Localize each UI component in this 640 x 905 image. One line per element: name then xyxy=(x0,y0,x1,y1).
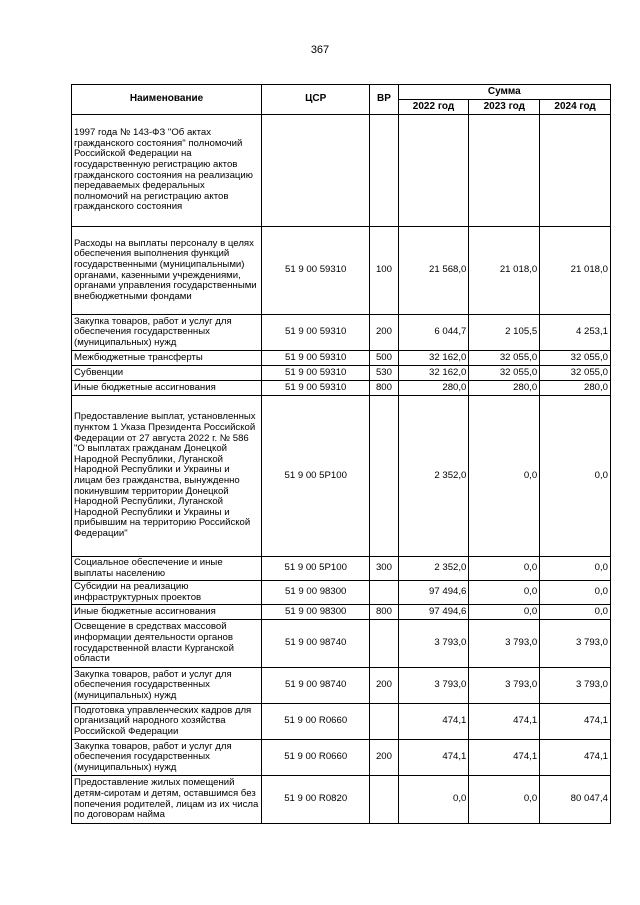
header-csr: ЦСР xyxy=(262,85,370,115)
row-2023: 280,0 xyxy=(469,381,540,396)
row-name: Предоставление жилых помещений детям-сиротам и детям, оставшимся без попечения родителей, лицам из их числа по договорам найма xyxy=(72,776,262,824)
row-name: Подготовка управленческих кадров для организаций народного хозяйства Российской Федерации xyxy=(72,704,262,740)
row-name: Иные бюджетные ассигнования xyxy=(72,381,262,396)
row-2023: 0,0 xyxy=(469,776,540,824)
row-csr: 51 9 00 59310 xyxy=(262,227,370,315)
row-csr: 51 9 00 R0820 xyxy=(262,776,370,824)
row-2024: 0,0 xyxy=(540,557,611,581)
row-2023: 32 055,0 xyxy=(469,366,540,381)
row-vr xyxy=(370,704,398,740)
table-body xyxy=(72,115,611,824)
row-csr: 51 9 00 98300 xyxy=(262,605,370,620)
table-row xyxy=(72,315,611,351)
budget-table xyxy=(71,84,611,824)
row-2022: 32 162,0 xyxy=(398,366,469,381)
row-csr: 51 9 00 98300 xyxy=(262,581,370,605)
row-2023: 32 055,0 xyxy=(469,351,540,366)
row-vr: 200 xyxy=(370,740,398,776)
row-vr: 200 xyxy=(370,668,398,704)
row-2023: 0,0 xyxy=(469,396,540,557)
table-row xyxy=(72,668,611,704)
table-row xyxy=(72,115,611,227)
row-csr: 51 9 00 59310 xyxy=(262,366,370,381)
header-sum: Сумма xyxy=(398,85,610,100)
row-csr: 51 9 00 R0660 xyxy=(262,740,370,776)
row-2024: 474,1 xyxy=(540,740,611,776)
row-csr: 51 9 00 5P100 xyxy=(262,557,370,581)
row-2022: 474,1 xyxy=(398,704,469,740)
row-2023: 0,0 xyxy=(469,605,540,620)
row-2024: 32 055,0 xyxy=(540,351,611,366)
row-vr: 530 xyxy=(370,366,398,381)
table-row xyxy=(72,581,611,605)
row-csr: 51 9 00 59310 xyxy=(262,315,370,351)
row-2022 xyxy=(398,115,469,227)
row-2024: 0,0 xyxy=(540,581,611,605)
row-vr xyxy=(370,396,398,557)
page-number: 367 xyxy=(310,44,330,56)
row-vr: 200 xyxy=(370,315,398,351)
row-name: Межбюджетные трансферты xyxy=(72,351,262,366)
row-2024: 3 793,0 xyxy=(540,620,611,668)
row-csr: 51 9 00 5P100 xyxy=(262,396,370,557)
row-vr: 800 xyxy=(370,381,398,396)
row-2022: 32 162,0 xyxy=(398,351,469,366)
row-2022: 2 352,0 xyxy=(398,396,469,557)
header-2023: 2023 год xyxy=(469,100,540,115)
row-name: Освещение в средствах массовой информации деятельности органов государственной власти Курганской области xyxy=(72,620,262,668)
row-2024 xyxy=(540,115,611,227)
row-2023 xyxy=(469,115,540,227)
table-row xyxy=(72,381,611,396)
row-2022: 97 494,6 xyxy=(398,605,469,620)
row-csr: 51 9 00 59310 xyxy=(262,381,370,396)
table-row xyxy=(72,557,611,581)
row-2022: 97 494,6 xyxy=(398,581,469,605)
row-name: Предоставление выплат, установленных пунктом 1 Указа Президента Российской Федерации от 27 августа 2022 г. № 586 "О выплатах гражданам Донецкой Народной Республики, Луганской Народной Республики и Украины и лицам без гражданства, вынужденно покинувшим территории Донецкой Народной Республики, Луганской Народной Республики и Украины и прибывшим на территорию Российской Федерации" xyxy=(72,396,262,557)
row-name: Социальное обеспечение и иные выплаты населению xyxy=(72,557,262,581)
row-2022: 2 352,0 xyxy=(398,557,469,581)
row-2023: 0,0 xyxy=(469,581,540,605)
row-2022: 3 793,0 xyxy=(398,668,469,704)
row-name: Закупка товаров, работ и услуг для обеспечения государственных (муниципальных) нужд xyxy=(72,315,262,351)
row-csr: 51 9 00 R0660 xyxy=(262,704,370,740)
row-csr: 51 9 00 98740 xyxy=(262,620,370,668)
row-vr: 500 xyxy=(370,351,398,366)
row-2023: 0,0 xyxy=(469,557,540,581)
table-row xyxy=(72,396,611,557)
table-row xyxy=(72,776,611,824)
header-2024: 2024 год xyxy=(540,100,611,115)
table-row xyxy=(72,366,611,381)
row-vr xyxy=(370,620,398,668)
row-2023: 2 105,5 xyxy=(469,315,540,351)
row-2024: 3 793,0 xyxy=(540,668,611,704)
row-2022: 21 568,0 xyxy=(398,227,469,315)
row-name: Расходы на выплаты персоналу в целях обеспечения выполнения функций государственными (муниципальными) органами, казенными учреждениями, органами управления государственными внебюджетными фондами xyxy=(72,227,262,315)
row-vr: 800 xyxy=(370,605,398,620)
row-2023: 3 793,0 xyxy=(469,668,540,704)
row-name: Субвенции xyxy=(72,366,262,381)
table-row xyxy=(72,620,611,668)
row-2023: 3 793,0 xyxy=(469,620,540,668)
row-2024: 474,1 xyxy=(540,704,611,740)
table-row xyxy=(72,227,611,315)
row-name: 1997 года № 143-ФЗ "Об актах гражданского состояния" полномочий Российской Федерации на государственную регистрацию актов гражданского состояния на реализацию передаваемых федеральных полномочий на регистрацию актов гражданского состояния xyxy=(72,115,262,227)
row-vr xyxy=(370,581,398,605)
row-2024: 0,0 xyxy=(540,605,611,620)
row-vr xyxy=(370,776,398,824)
row-2024: 21 018,0 xyxy=(540,227,611,315)
row-2022: 0,0 xyxy=(398,776,469,824)
table-row xyxy=(72,740,611,776)
row-name: Закупка товаров, работ и услуг для обеспечения государственных (муниципальных) нужд xyxy=(72,740,262,776)
table-row xyxy=(72,351,611,366)
row-2023: 474,1 xyxy=(469,704,540,740)
row-csr: 51 9 00 59310 xyxy=(262,351,370,366)
row-2024: 280,0 xyxy=(540,381,611,396)
header-2022: 2022 год xyxy=(398,100,469,115)
row-2024: 32 055,0 xyxy=(540,366,611,381)
row-csr: 51 9 00 98740 xyxy=(262,668,370,704)
table-row xyxy=(72,704,611,740)
header-name: Наименование xyxy=(72,85,262,115)
table-row xyxy=(72,605,611,620)
row-vr: 300 xyxy=(370,557,398,581)
row-2024: 0,0 xyxy=(540,396,611,557)
row-2023: 474,1 xyxy=(469,740,540,776)
row-2022: 6 044,7 xyxy=(398,315,469,351)
row-2024: 4 253,1 xyxy=(540,315,611,351)
row-2022: 474,1 xyxy=(398,740,469,776)
row-csr xyxy=(262,115,370,227)
row-2022: 3 793,0 xyxy=(398,620,469,668)
row-2024: 80 047,4 xyxy=(540,776,611,824)
row-2022: 280,0 xyxy=(398,381,469,396)
row-2023: 21 018,0 xyxy=(469,227,540,315)
row-vr xyxy=(370,115,398,227)
header-vr: ВР xyxy=(370,85,398,115)
row-name: Закупка товаров, работ и услуг для обеспечения государственных (муниципальных) нужд xyxy=(72,668,262,704)
row-name: Иные бюджетные ассигнования xyxy=(72,605,262,620)
row-vr: 100 xyxy=(370,227,398,315)
row-name: Субсидии на реализацию инфраструктурных проектов xyxy=(72,581,262,605)
